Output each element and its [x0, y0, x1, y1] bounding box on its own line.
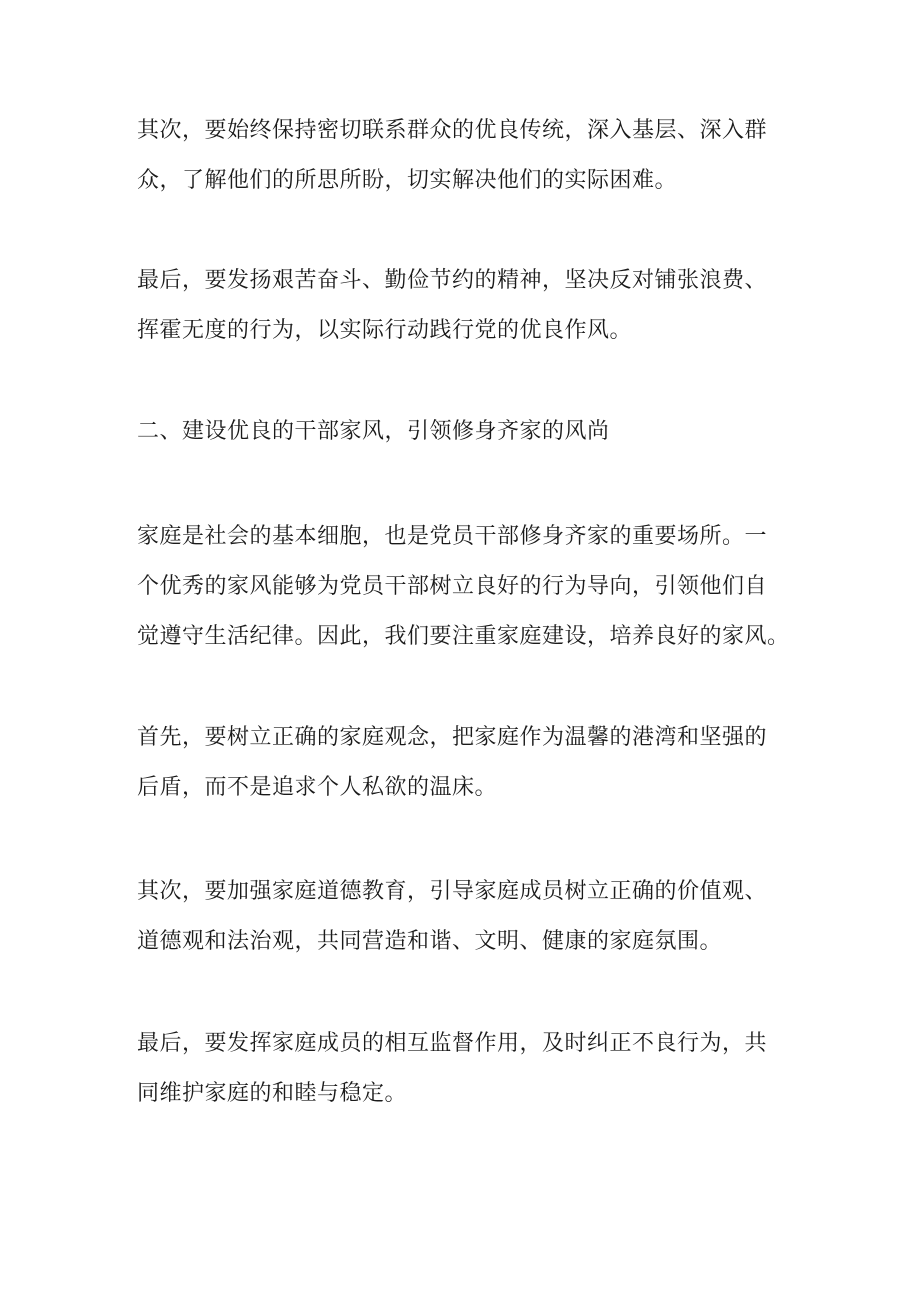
paragraph-line: 个优秀的家风能够为党员干部树立良好的行为导向，引领他们自	[137, 574, 768, 599]
paragraph-line: 挥霍无度的行为，以实际行动践行党的优良作风。	[137, 318, 633, 343]
paragraph-line: 其次，要始终保持密切联系群众的优良传统，深入基层、深入群	[137, 118, 768, 143]
paragraph-line: 最后，要发挥家庭成员的相互监督作用，及时纠正不良行为，共	[137, 1031, 768, 1056]
paragraph-line: 觉遵守生活纪律。因此，我们要注重家庭建设，培养良好的家风。	[137, 624, 790, 649]
paragraph-family-basic-cell	[137, 512, 797, 662]
paragraph-line: 后盾，而不是追求个人私欲的温床。	[137, 775, 498, 800]
paragraph-mutual-supervision	[137, 1019, 797, 1119]
paragraph-line: 众，了解他们的所思所盼，切实解决他们的实际困难。	[137, 168, 678, 193]
paragraph-line: 最后，要发扬艰苦奋斗、勤俭节约的精神，坚决反对铺张浪费、	[137, 268, 768, 293]
paragraph-moral-education	[137, 867, 797, 967]
paragraph-line: 同维护家庭的和睦与稳定。	[137, 1081, 408, 1106]
paragraph-line: 家庭是社会的基本细胞，也是党员干部修身齐家的重要场所。一	[137, 524, 768, 549]
section-heading-family-style	[137, 407, 797, 457]
paragraph-contact-masses	[137, 106, 797, 206]
paragraph-frugality	[137, 256, 797, 356]
paragraph-line: 首先，要树立正确的家庭观念，把家庭作为温馨的港湾和坚强的	[137, 725, 768, 750]
paragraph-line: 道德观和法治观，共同营造和谐、文明、健康的家庭氛围。	[137, 929, 723, 954]
heading-line: 二、建设优良的干部家风，引领修身齐家的风尚	[137, 419, 610, 444]
paragraph-family-concept	[137, 713, 797, 813]
paragraph-line: 其次，要加强家庭道德教育，引导家庭成员树立正确的价值观、	[137, 879, 768, 904]
